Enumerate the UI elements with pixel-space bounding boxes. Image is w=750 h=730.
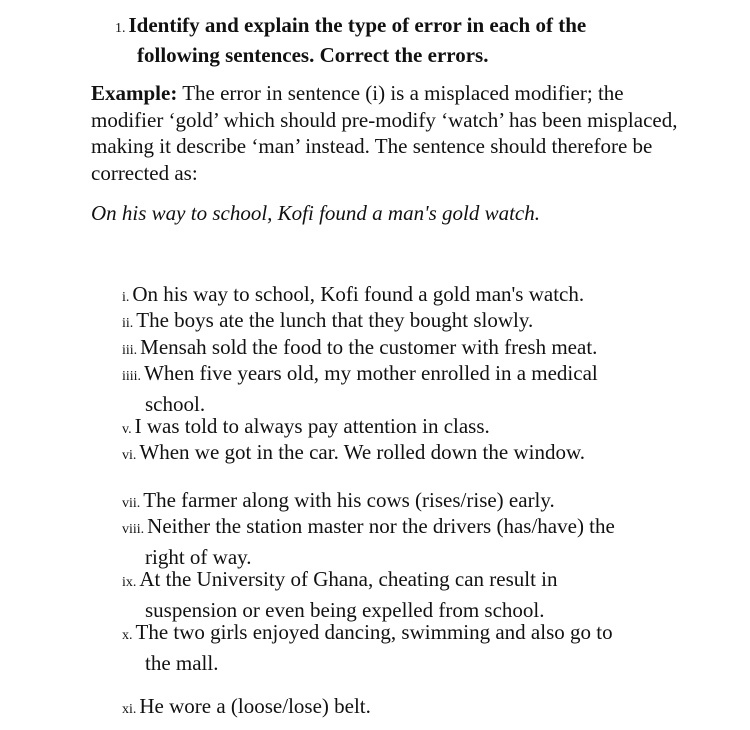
item-marker: x. bbox=[122, 628, 133, 643]
item-text: Neither the station master nor the drivers (has/have) the bbox=[147, 514, 615, 538]
item-text: I was told to always pay attention in class. bbox=[134, 414, 490, 438]
example-paragraph bbox=[91, 80, 691, 186]
item-marker: vii. bbox=[122, 496, 141, 511]
item-text: The farmer along with his cows (rises/rise) early. bbox=[143, 488, 555, 512]
item-text-continued: suspension or even being expelled from school. bbox=[145, 597, 545, 622]
item-text-continued: right of way. bbox=[145, 544, 252, 569]
item-text: On his way to school, Kofi found a gold man's watch. bbox=[132, 282, 585, 306]
item-marker: xi. bbox=[122, 702, 137, 717]
item-text-continued: the mall. bbox=[145, 650, 219, 675]
item-text: At the University of Ghana, cheating can result in bbox=[139, 567, 558, 591]
sentence-item-iiii bbox=[122, 360, 682, 417]
sentence-item-ix bbox=[122, 566, 682, 623]
sentence-item-x bbox=[122, 619, 682, 676]
item-text: When five years old, my mother enrolled in a medical bbox=[144, 361, 598, 385]
item-marker: v. bbox=[122, 422, 132, 437]
question-heading bbox=[115, 12, 675, 68]
item-text: Mensah sold the food to the customer with fresh meat. bbox=[140, 335, 598, 359]
sentence-item-vi bbox=[122, 439, 682, 470]
question-title-line1: Identify and explain the type of error in each of the bbox=[128, 13, 587, 37]
item-marker: i. bbox=[122, 290, 130, 305]
item-text-continued: school. bbox=[145, 391, 206, 416]
example-label: Example: bbox=[91, 81, 178, 105]
item-marker: vi. bbox=[122, 448, 137, 463]
item-marker: iiii. bbox=[122, 369, 142, 384]
sentence-item-ii bbox=[122, 307, 682, 338]
question-number: 1. bbox=[115, 21, 126, 36]
question-title-line2: following sentences. Correct the errors. bbox=[137, 43, 489, 67]
item-marker: ix. bbox=[122, 575, 137, 590]
item-text: The two girls enjoyed dancing, swimming and also go to bbox=[135, 620, 613, 644]
example-corrected-sentence: On his way to school, Kofi found a man's gold watch. bbox=[91, 201, 540, 225]
example-text: The error in sentence (i) is a misplaced modifier; the modifier ‘gold’ which should pre-modify ‘watch’ has been misplaced, making it describe ‘man’ instead. The sentence should therefore be corrected as: bbox=[91, 81, 678, 185]
item-text: He wore a (loose/lose) belt. bbox=[139, 694, 371, 718]
item-marker: viii. bbox=[122, 522, 145, 537]
sentence-item-viii bbox=[122, 513, 682, 570]
item-text: When we got in the car. We rolled down the window. bbox=[139, 440, 586, 464]
item-text: The boys ate the lunch that they bought slowly. bbox=[136, 308, 534, 332]
item-marker: ii. bbox=[122, 316, 134, 331]
item-marker: iii. bbox=[122, 343, 138, 358]
sentence-item-xi bbox=[122, 693, 682, 724]
